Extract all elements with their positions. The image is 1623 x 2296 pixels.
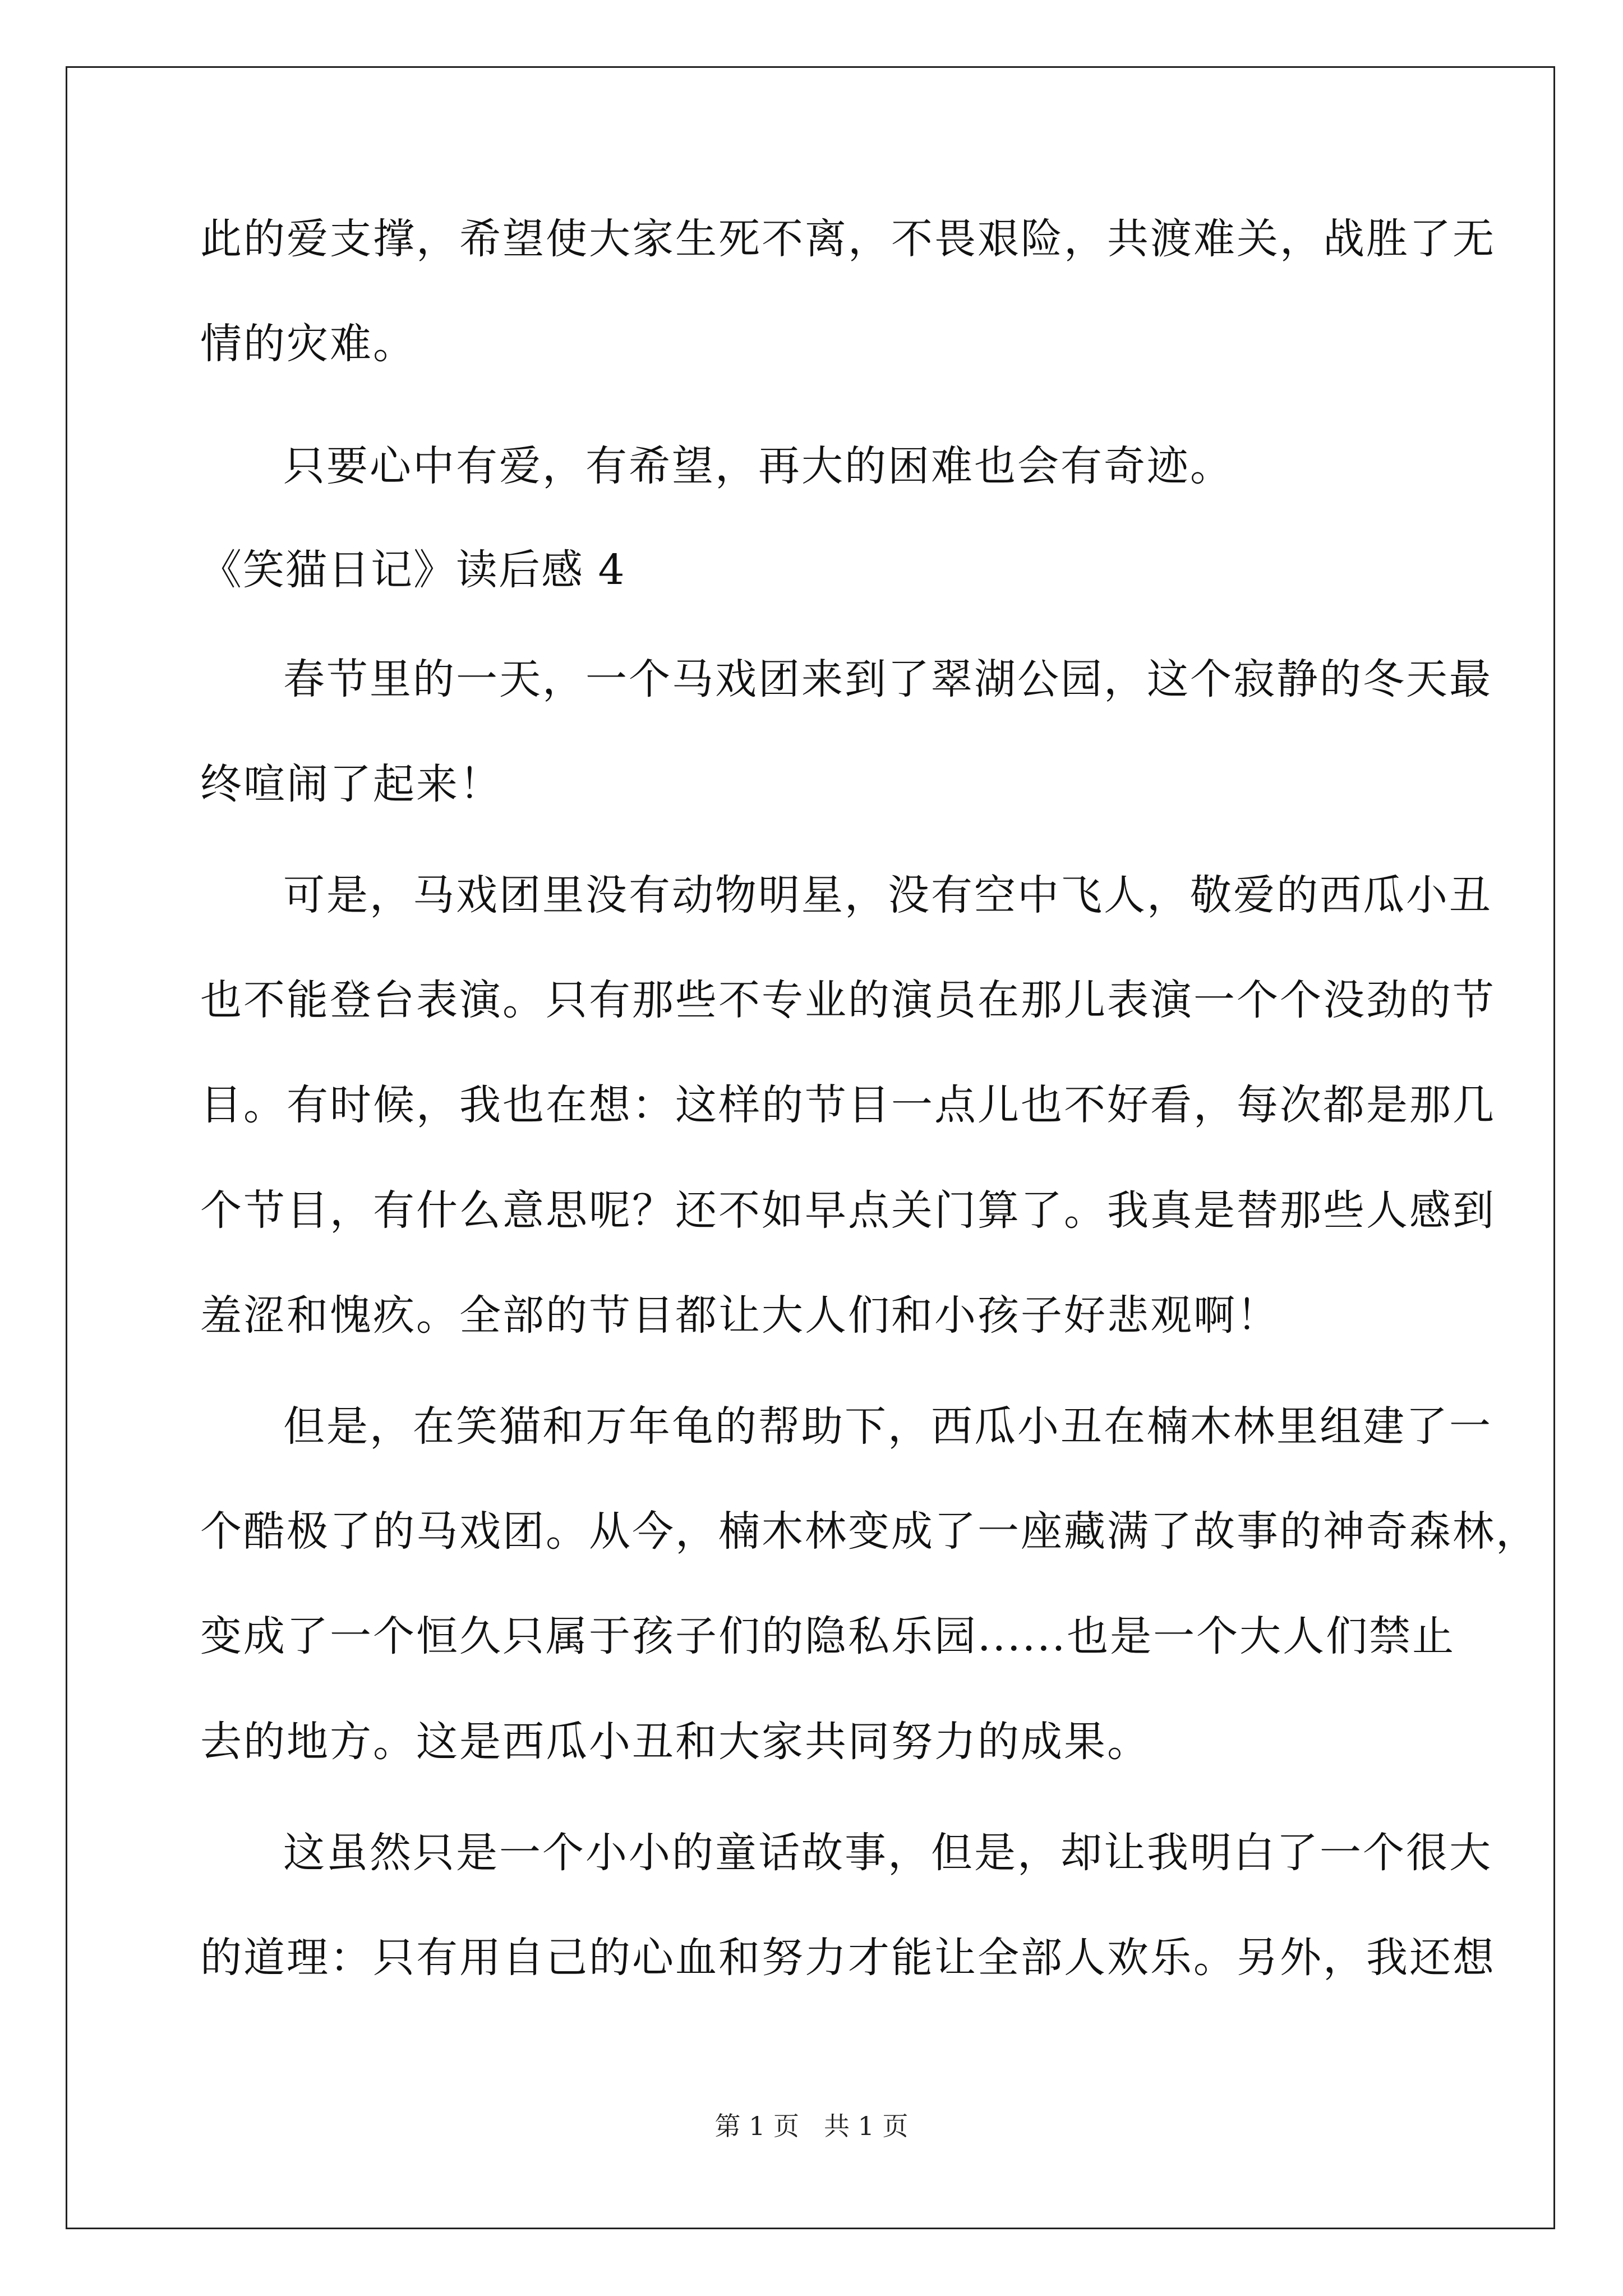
page-border — [66, 66, 1555, 2229]
text-line: 也不能登台表演。只有那些不专业的演员在那儿表演一个个没劲的节 — [200, 976, 1496, 1024]
section-heading: 《笑猫日记》读后感 4 — [200, 546, 626, 594]
text-line: 去的地方。这是西瓜小丑和大家共同努力的成果。 — [200, 1718, 1150, 1766]
text-line: 目。有时候，我也在想：这样的节目一点儿也不好看，每次都是那几 — [200, 1081, 1496, 1129]
text-line: 此的爱支撑，希望使大家生死不离，不畏艰险，共渡难关，战胜了无 — [200, 215, 1496, 263]
text-line: 可是，马戏团里没有动物明星，没有空中飞人，敬爱的西瓜小丑 — [283, 871, 1492, 919]
text-line: 个酷极了的马戏团。从今，楠木林变成了一座藏满了故事的神奇森林， — [200, 1507, 1539, 1556]
text-line: 这虽然只是一个小小的童话故事，但是，却让我明白了一个很大 — [283, 1829, 1492, 1877]
text-line: 只要心中有爱，有希望，再大的困难也会有奇迹。 — [283, 442, 1233, 490]
text-line: 羞涩和愧疚。全部的节目都让大人们和小孩子好悲观啊！ — [200, 1291, 1280, 1340]
page-footer — [0, 2110, 1623, 2142]
text-line: 终喧闹了起来！ — [200, 760, 502, 808]
text-line: 个节目，有什么意思呢？还不如早点关门算了。我真是替那些人感到 — [200, 1186, 1496, 1235]
text-line: 情的灾难。 — [200, 320, 416, 368]
text-line: 但是，在笑猫和万年龟的帮助下，西瓜小丑在楠木林里组建了一 — [283, 1402, 1492, 1451]
text-line: 春节里的一天，一个马戏团来到了翠湖公园，这个寂静的冬天最 — [283, 655, 1492, 703]
text-line: 变成了一个恒久只属于孩子们的隐私乐园......也是一个大人们禁止 — [200, 1612, 1456, 1660]
page-total: 共 1 页 — [824, 2111, 909, 2141]
page-number: 第 1 页 — [714, 2111, 799, 2141]
text-line: 的道理：只有用自己的心血和努力才能让全部人欢乐。另外，我还想 — [200, 1934, 1496, 1982]
